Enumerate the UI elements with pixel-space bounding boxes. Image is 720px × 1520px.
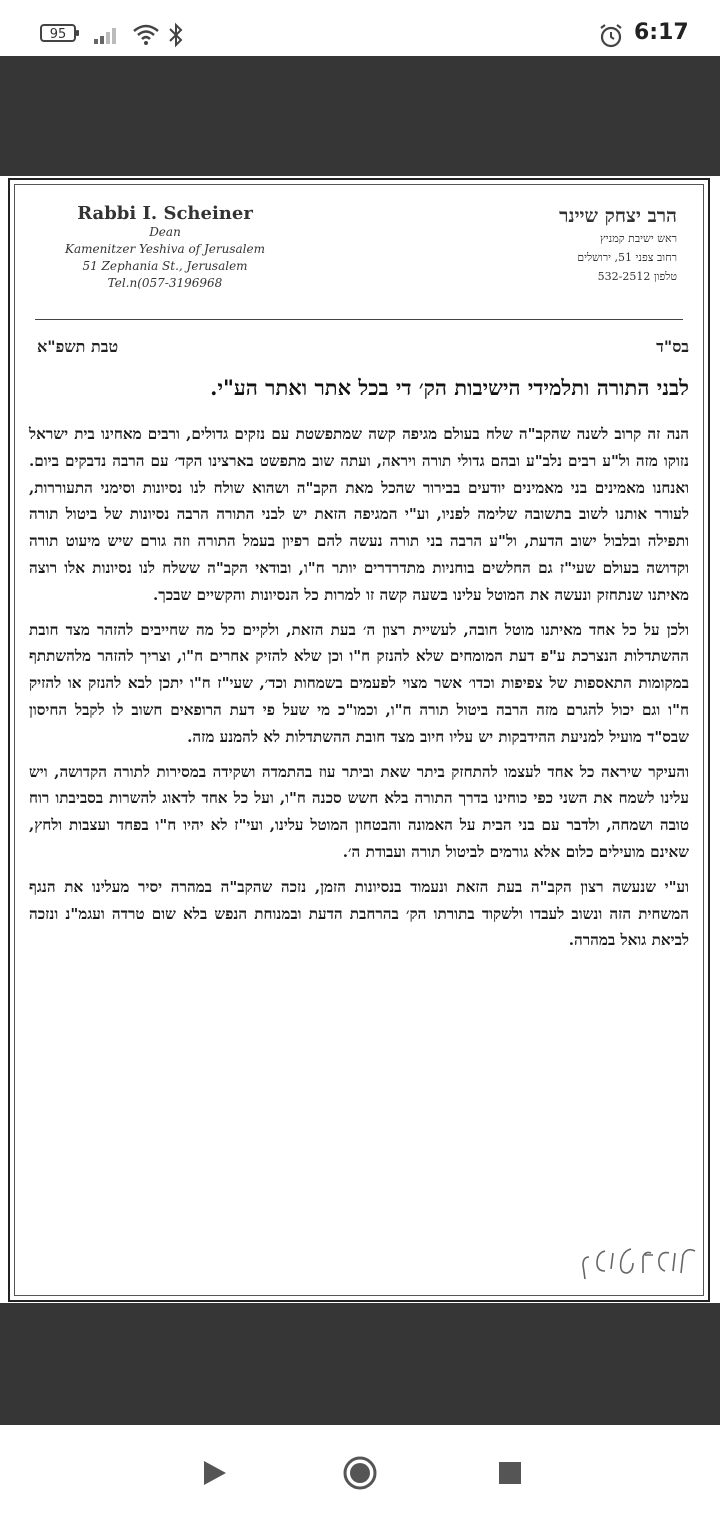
letterhead-address-he: רחוב צפני 51, ירושלים (577, 251, 677, 264)
letter-title: לבני התורה ותלמידי הישיבות הק׳ די בכל אתר ואתר הע"י. (210, 375, 689, 400)
letterhead-role-en: Dean (149, 225, 181, 239)
letter-paragraph: והעיקר שיראה כל אחד לעצמו להתחזק ביתר שאת וביתר עוז בהתמדה ושקידה במסירות לתורה הקדושה, ויש עלינו לשמח את השני כפי כוחינו בדרך התורה בלא חשש סכנה ח"ו, ועל כל אחד לדאוג להשרות בסביבתו רוח טובה ושמחה, ולדבר עם בני הבית על האמונה והבטחון המוטל עלינו, ועי"ז לא יהיו ח"ו בפחד ועצבות ולחץ, שאינם מועילים כלום אלא גורמים לביטול תורה ועבודת ה׳. (29, 762, 689, 861)
letter-body (29, 421, 689, 962)
status-bar (0, 0, 720, 56)
letterhead-phone-he: טלפון 532-2512 (597, 270, 677, 283)
viewer-background-top (0, 56, 720, 176)
letterhead-name-he: הרב יצחק שיינר (559, 205, 677, 227)
letterhead-english (45, 203, 285, 292)
alarm-icon (598, 23, 624, 49)
home-button[interactable] (342, 1455, 378, 1491)
letterhead-role-he: ראש ישיבת קמניץ (600, 232, 677, 245)
recents-button[interactable] (498, 1461, 522, 1485)
signal-icon (94, 26, 122, 44)
bluetooth-icon (168, 22, 184, 48)
viewer-background-bottom (0, 1303, 720, 1425)
letter-document (8, 178, 710, 1302)
letter-paragraph: הנה זה קרוב לשנה שהקב"ה שלח בעולם מגיפה קשה שמתפשטת עם נזקים גדולים, ורבים מאחינו בית ישראל נזוקו מזה ול"ע רבים נלב"ע ובהם גדולי תורה ויראה, ועתה שוב מתפשט בארצינו הקד׳ עם הרבה נדבקים ביום. ואנחנו מאמינים בני מאמינים יודעים בבירור שהכל מאת הקב"ה ושהוא שולח לנו נסיונות וסימני התעוררות, לעורר אותנו לשוב בתשובה שלימה לפניו, וע"י המגיפה הזאת יש לבני התורה הרבה נסיונות של ביטול תורה ותפילה ובלבול ישוב הדעת, ול"ע הרבה בני תורה נעשה להם רפיון בעמל התורה וזה גורם שיש מיעוט תורה וקדושה בעולם שעי"ז גם החלשים בוחניות מתדרדרים יותר ח"ו, ובודאי הקב"ה ששלח לנו נסיונות אלו רוצה מאיתנו שנתחזק ונעשה את המוטל עלינו בשעה קשה זו למרות כל הנסיונות והקשיים שבכך. (29, 425, 689, 604)
letter-paragraph: וע"י שנעשה רצון הקב"ה בעת הזאת ונעמוד בנסיונות הזמן, נזכה שהקב"ה במהרה יסיר מעלינו את הנגף המשחית הזה ונשוב לעבדו ולשקוד בתורתו הק׳ בהרחבת הדעת ובמנוחת הנפש בלא שום טרדה ועגמ"נ ונזכה לביאת גואל במהרה. (29, 877, 689, 950)
handwritten-signature (575, 1239, 705, 1287)
back-button[interactable] (200, 1459, 228, 1487)
letterhead-phone-en: Tel.n(057-3196968 (107, 276, 223, 290)
letterhead-address-en: 51 Zephania St., Jerusalem (82, 259, 248, 273)
letter-frame (14, 184, 704, 1296)
letter-paragraph: ולכן על כל אחד מאיתנו מוטל חובה, לעשיית רצון ה׳ בעת הזאת, ולקיים כל מה שחייבים להזהר מצד חובת ההשתדלות הנצרכת ע"פ דעת המומחים שלא להנזק ח"ו וכן שלא להזיק אחרים ח"ו, וצריך להזהר מלהשתתף במקומות התאספות של צפיפות וכדו׳ אשר מצוי לפעמים בשמחות וכד׳, שעי"ז ח"ו יתכן לבא להנזק או להזיק ח"ו וגם יכול להגרם מזה הרבה ביטול תורה ח"ו, וכמו"כ מי שעל פי דעת הרופאים חשוב לו לקבל החיסון שבס"ד מועיל למניעת ההידבקות יש עליו חיוב מצד חובת ההשתדלות לא להמנע מזה. (29, 620, 689, 746)
status-time: 6:17 (634, 20, 689, 45)
letterhead-institution-en: Kamenitzer Yeshiva of Jerusalem (65, 242, 265, 256)
letter-date: טבת תשפ"א (37, 337, 119, 356)
letterhead-hebrew (457, 203, 677, 286)
letter-bsd: בס"ד (656, 337, 689, 356)
navigation-bar (0, 1425, 720, 1520)
letterhead-divider (35, 319, 683, 320)
letterhead-name-en: Rabbi I. Scheiner (77, 203, 253, 224)
wifi-icon (132, 22, 160, 46)
battery-icon: 95 (40, 24, 76, 42)
